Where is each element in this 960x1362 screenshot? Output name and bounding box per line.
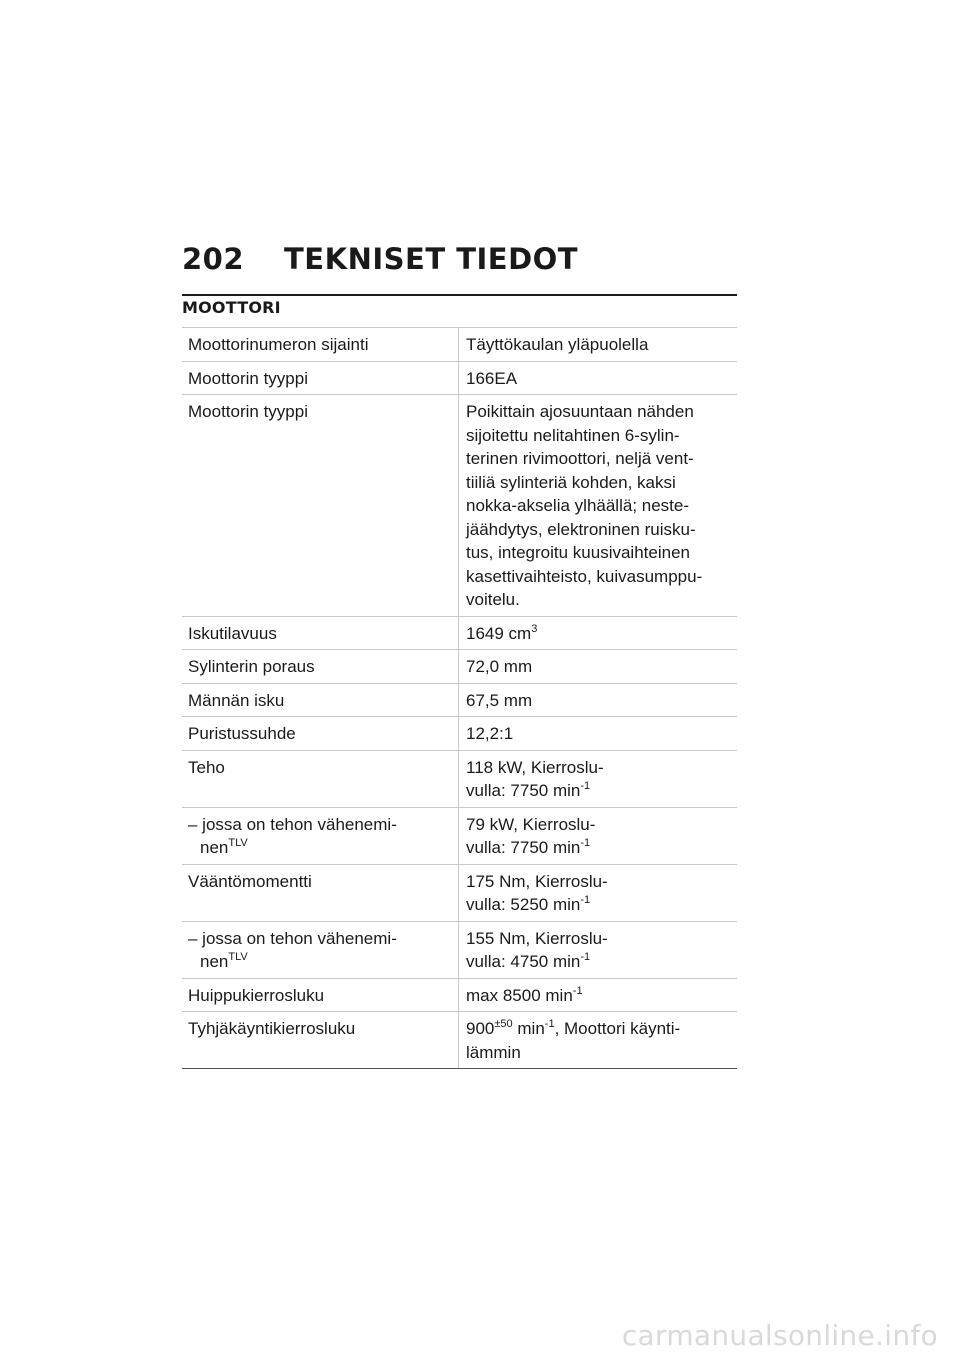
spec-label-text: Huippukierrosluku — [188, 985, 325, 1005]
spec-value — [458, 979, 737, 1012]
spec-label-text: Männän isku — [188, 690, 285, 710]
spec-value-text: 1649 cm — [466, 623, 532, 643]
spec-value-text: 900 — [466, 1019, 495, 1038]
spec-value — [458, 808, 737, 864]
spec-value-superscript: -1 — [580, 780, 591, 792]
table-row — [182, 978, 737, 1012]
spec-value-superscript: -1 — [580, 894, 591, 906]
spec-value — [458, 865, 737, 921]
spec-value-text: 72,0 mm — [466, 657, 533, 676]
spec-value-superscript: ±50 — [494, 1018, 513, 1030]
section-title: MOOTTORI — [182, 298, 281, 317]
table-row — [182, 921, 737, 978]
spec-label — [182, 717, 458, 750]
table-row — [182, 716, 737, 750]
table-row — [182, 616, 737, 650]
spec-value-superscript: 3 — [531, 622, 538, 635]
spec-label-text: Iskutilavuus — [188, 623, 277, 643]
spec-label-text: Tyhjäkäyntikierrosluku — [188, 1019, 356, 1038]
table-row — [182, 394, 737, 616]
spec-label — [182, 650, 458, 683]
spec-value — [458, 684, 737, 717]
engine-spec-table — [182, 327, 737, 1069]
spec-label-text: Moottorinumeron sijainti — [188, 335, 369, 354]
table-row — [182, 807, 737, 864]
chapter-title: TEKNISET TIEDOT — [284, 242, 579, 276]
spec-label — [182, 328, 458, 361]
spec-label — [182, 922, 458, 978]
spec-label-text: Vääntömomentti — [188, 871, 312, 891]
spec-label-text: – jossa on tehon vähenemi- nen — [188, 928, 397, 971]
spec-label — [182, 865, 458, 921]
spec-value-superscript: -1 — [572, 984, 583, 997]
table-row — [182, 361, 737, 395]
spec-label-text: – jossa on tehon vähenemi- nen — [188, 814, 397, 857]
spec-label-text: Sylinterin poraus — [188, 657, 315, 676]
spec-value-superscript: -1 — [580, 951, 591, 963]
section-divider — [182, 294, 737, 296]
table-row — [182, 750, 737, 807]
spec-value-text: 118 kW, Kierroslu- vulla: 7750 min — [466, 757, 604, 800]
spec-label-text: Puristussuhde — [188, 724, 296, 743]
page-number: 202 — [182, 242, 245, 276]
spec-value — [458, 1012, 737, 1068]
spec-value — [458, 650, 737, 683]
spec-label-text: Teho — [188, 757, 225, 777]
spec-label — [182, 1012, 458, 1068]
spec-value-superscript: -1 — [580, 837, 591, 849]
spec-label — [182, 979, 458, 1012]
table-row — [182, 328, 737, 361]
spec-value-text: max 8500 min — [466, 985, 573, 1005]
spec-value-text: 175 Nm, Kierroslu- vulla: 5250 min — [466, 871, 608, 914]
spec-value-text: 67,5 mm — [466, 690, 533, 710]
spec-value-text: , Moottori käynti- lämmin — [466, 1019, 681, 1062]
spec-value-text: 155 Nm, Kierroslu- vulla: 4750 min — [466, 928, 608, 971]
spec-value-text: Poikittain ajosuuntaan nähden sijoitettu nelitahtinen 6-sylin- terinen rivimoottori, neljä vent- tiiliä sylinteriä kohden, kaksi nokka-akselia ylhäällä; neste- jäähdytys, elektroninen ruisku- tus, integroitu kuusivaihteinen kasettivaihteisto, kuivasumppu- voitelu. — [466, 402, 703, 609]
spec-value-text: 166EA — [466, 368, 518, 388]
spec-label — [182, 362, 458, 395]
spec-label — [182, 751, 458, 807]
spec-label — [182, 808, 458, 864]
table-row — [182, 1011, 737, 1068]
spec-label — [182, 395, 458, 616]
spec-value-superscript: -1 — [544, 1018, 555, 1030]
spec-label-superscript: TLV — [228, 951, 248, 963]
spec-value — [458, 328, 737, 361]
spec-value — [458, 395, 737, 616]
spec-label — [182, 617, 458, 650]
spec-label-superscript: TLV — [228, 837, 248, 849]
page-header — [182, 242, 737, 278]
spec-value-text: min — [512, 1019, 545, 1038]
spec-label — [182, 684, 458, 717]
spec-value — [458, 751, 737, 807]
spec-label-text: Moottorin tyyppi — [188, 402, 308, 421]
spec-label-text: Moottorin tyyppi — [188, 368, 308, 388]
table-row — [182, 864, 737, 921]
spec-value — [458, 617, 737, 650]
watermark: carmanualsonline.info — [621, 1319, 938, 1352]
spec-value-text: 79 kW, Kierroslu- vulla: 7750 min — [466, 814, 596, 857]
spec-value — [458, 922, 737, 978]
spec-value-text: Täyttökaulan yläpuolella — [466, 335, 649, 354]
spec-value-text: 12,2:1 — [466, 724, 514, 743]
spec-value — [458, 362, 737, 395]
table-row — [182, 649, 737, 683]
spec-value — [458, 717, 737, 750]
table-row — [182, 683, 737, 717]
